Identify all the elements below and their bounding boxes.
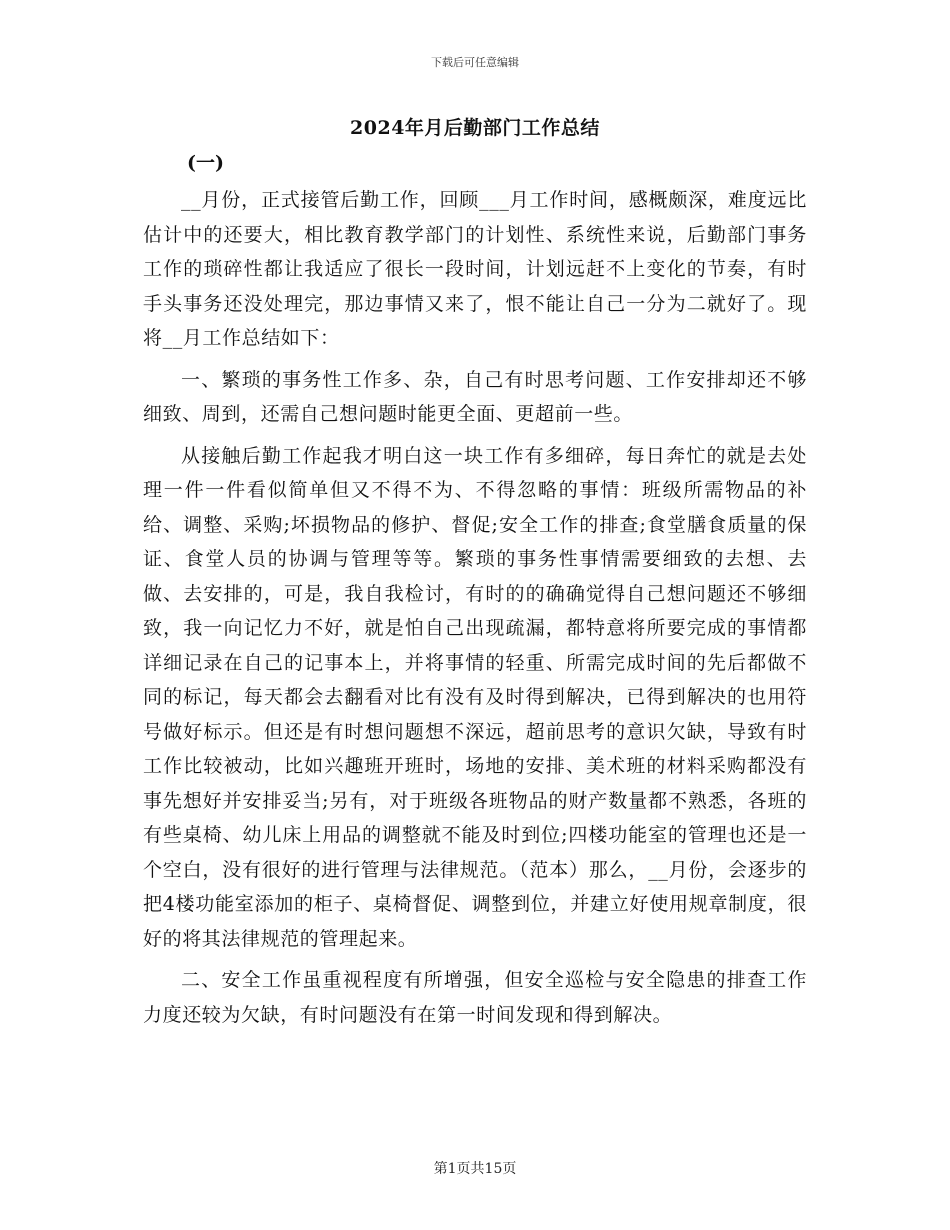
paragraph-intro: __月份，正式接管后勤工作，回顾___月工作时间，感概颇深，难度远比估计中的还要大，相比教育教学部门的计划性、系统性来说，后勤部门事务工作的琐碎性都让我适应了很长一段时间，计划远赶不上变化的节奏，有时手头事务还没处理完，那边事情又来了，恨不能让自己一分为二就好了。现将__月工作总结如下：	[143, 189, 807, 349]
document-body	[143, 147, 807, 1039]
paragraph-point-two: 二、安全工作虽重视程度有所增强，但安全巡检与安全隐患的排查工作力度还较为欠缺，有时问题没有在第一时间发现和得到解决。	[143, 969, 807, 1026]
paragraph-point-one: 一、繁琐的事务性工作多、杂，自己有时思考问题、工作安排却还不够细致、周到，还需自己想问题时能更全面、更超前一些。	[143, 368, 807, 425]
paragraph-point-one-detail: 从接触后勤工作起我才明白这一块工作有多细碎，每日奔忙的就是去处理一件一件看似简单但又不得不为、不得忽略的事情：班级所需物品的补给、调整、采购;坏损物品的修护、督促;安全工作的排查;食堂膳食质量的保证、食堂人员的协调与管理等等。繁琐的事务性事情需要细致的去想、去做、去安排的，可是，我自我检讨，有时的的确确觉得自己想问题还不够细致，我一向记忆力不好，就是怕自己出现疏漏，都特意将所要完成的事情都详细记录在自己的记事本上，并将事情的轻重、所需完成时间的先后都做不同的标记，每天都会去翻看对比有没有及时得到解决，已得到解决的也用符号做好标示。但还是有时想问题想不深远，超前思考的意识欠缺，导致有时工作比较被动，比如兴趣班开班时，场地的安排、美术班的材料采购都没有事先想好并安排妥当;另有，对于班级各班物品的财产数量都不熟悉，各班的有些桌椅、幼儿床上用品的调整就不能及时到位;四楼功能室的管理也还是一个空白，没有很好的进行管理与法律规范。（范本）那么，__月份，会逐步的把4楼功能室添加的柜子、桌椅督促、调整到位，并建立好使用规章制度，很好的将其法律规范的管理起来。	[143, 444, 807, 950]
document-title: 2024年月后勤部门工作总结	[350, 117, 600, 139]
section-label: (一)	[187, 152, 224, 174]
header-note: 下载后可任意编辑	[431, 56, 519, 69]
page-indicator: 第1页共15页	[433, 1161, 517, 1177]
